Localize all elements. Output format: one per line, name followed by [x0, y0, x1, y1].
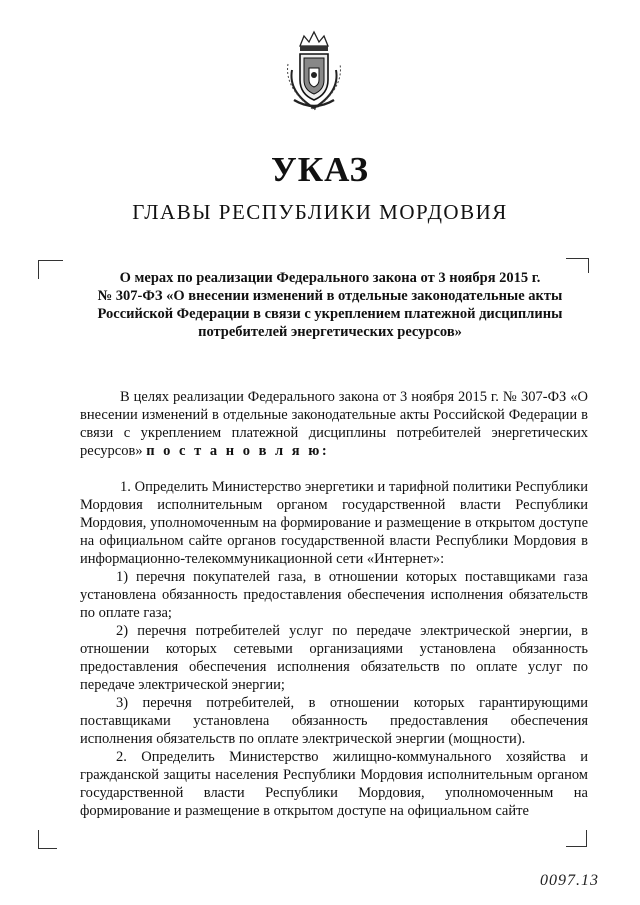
decree-word: п о с т а н о в л я ю:	[146, 443, 330, 459]
coat-of-arms-emblem	[278, 30, 350, 112]
paragraph-1-item-2: 2) перечня потребителей услуг по передаче электрической энергии, в отношении которых сетевыми организациями установлена обязанность предоставления обеспечения исполнения обязательств по оплате услуг по передаче электрической энергии;	[80, 623, 588, 693]
document-title: УКАЗ	[271, 150, 369, 189]
heading-line: № 307-ФЗ «О внесении изменений в отдельные законодательные акты	[97, 288, 563, 304]
preamble-text: В целях реализации Федерального закона от 3 ноября 2015 г. № 307-ФЗ «О внесении изменений в отдельные законодательные акты Российской Федерации в связи с укреплением платежной дисциплины потребителей энергетических ресурсов»	[80, 389, 588, 459]
heading-line: потребителей энергетических ресурсов»	[198, 324, 462, 340]
paragraph-1-item-1: 1) перечня покупателей газа, в отношении которых поставщиками газа установлена обязанность предоставления обеспечения исполнения обязательств по оплате газа;	[80, 569, 588, 621]
decree-body	[80, 388, 588, 820]
heading-line: Российской Федерации в связи с укреплением платежной дисциплины	[97, 306, 563, 322]
paragraph-1-item-3: 3) перечня потребителей, в отношении которых гарантирующими поставщиками установлена обязанность предоставления обеспечения исполнения обязательств по оплате электрической энергии (мощности).	[80, 695, 588, 747]
heading-line: О мерах по реализации Федерального закона от 3 ноября 2015 г.	[119, 270, 541, 286]
frame-corner-bottom-left	[38, 830, 57, 849]
preamble-paragraph	[80, 388, 588, 460]
frame-corner-bottom-right	[566, 830, 587, 847]
page-code: 0097.13	[540, 872, 599, 889]
frame-corner-top-left	[38, 260, 63, 279]
paragraph-1: 1. Определить Министерство энергетики и тарифной политики Республики Мордовия исполнительным органом государственной власти Республики Мордовия, уполномоченным на формирование и размещение в открытом доступе на официальном сайте органов государственной власти Республики Мордовия в информационно-телекоммуникационной сети «Интернет»:	[80, 479, 588, 567]
paragraph-2: 2. Определить Министерство жилищно-коммунального хозяйства и гражданской защиты населения Республики Мордовия исполнительным органом государственной власти Республики Мордовия, уполномоченным на формирование и размещение в открытом доступе на официальном сайте	[80, 749, 588, 819]
document-subtitle: ГЛАВЫ РЕСПУБЛИКИ МОРДОВИЯ	[132, 200, 508, 224]
decree-heading	[82, 269, 578, 341]
